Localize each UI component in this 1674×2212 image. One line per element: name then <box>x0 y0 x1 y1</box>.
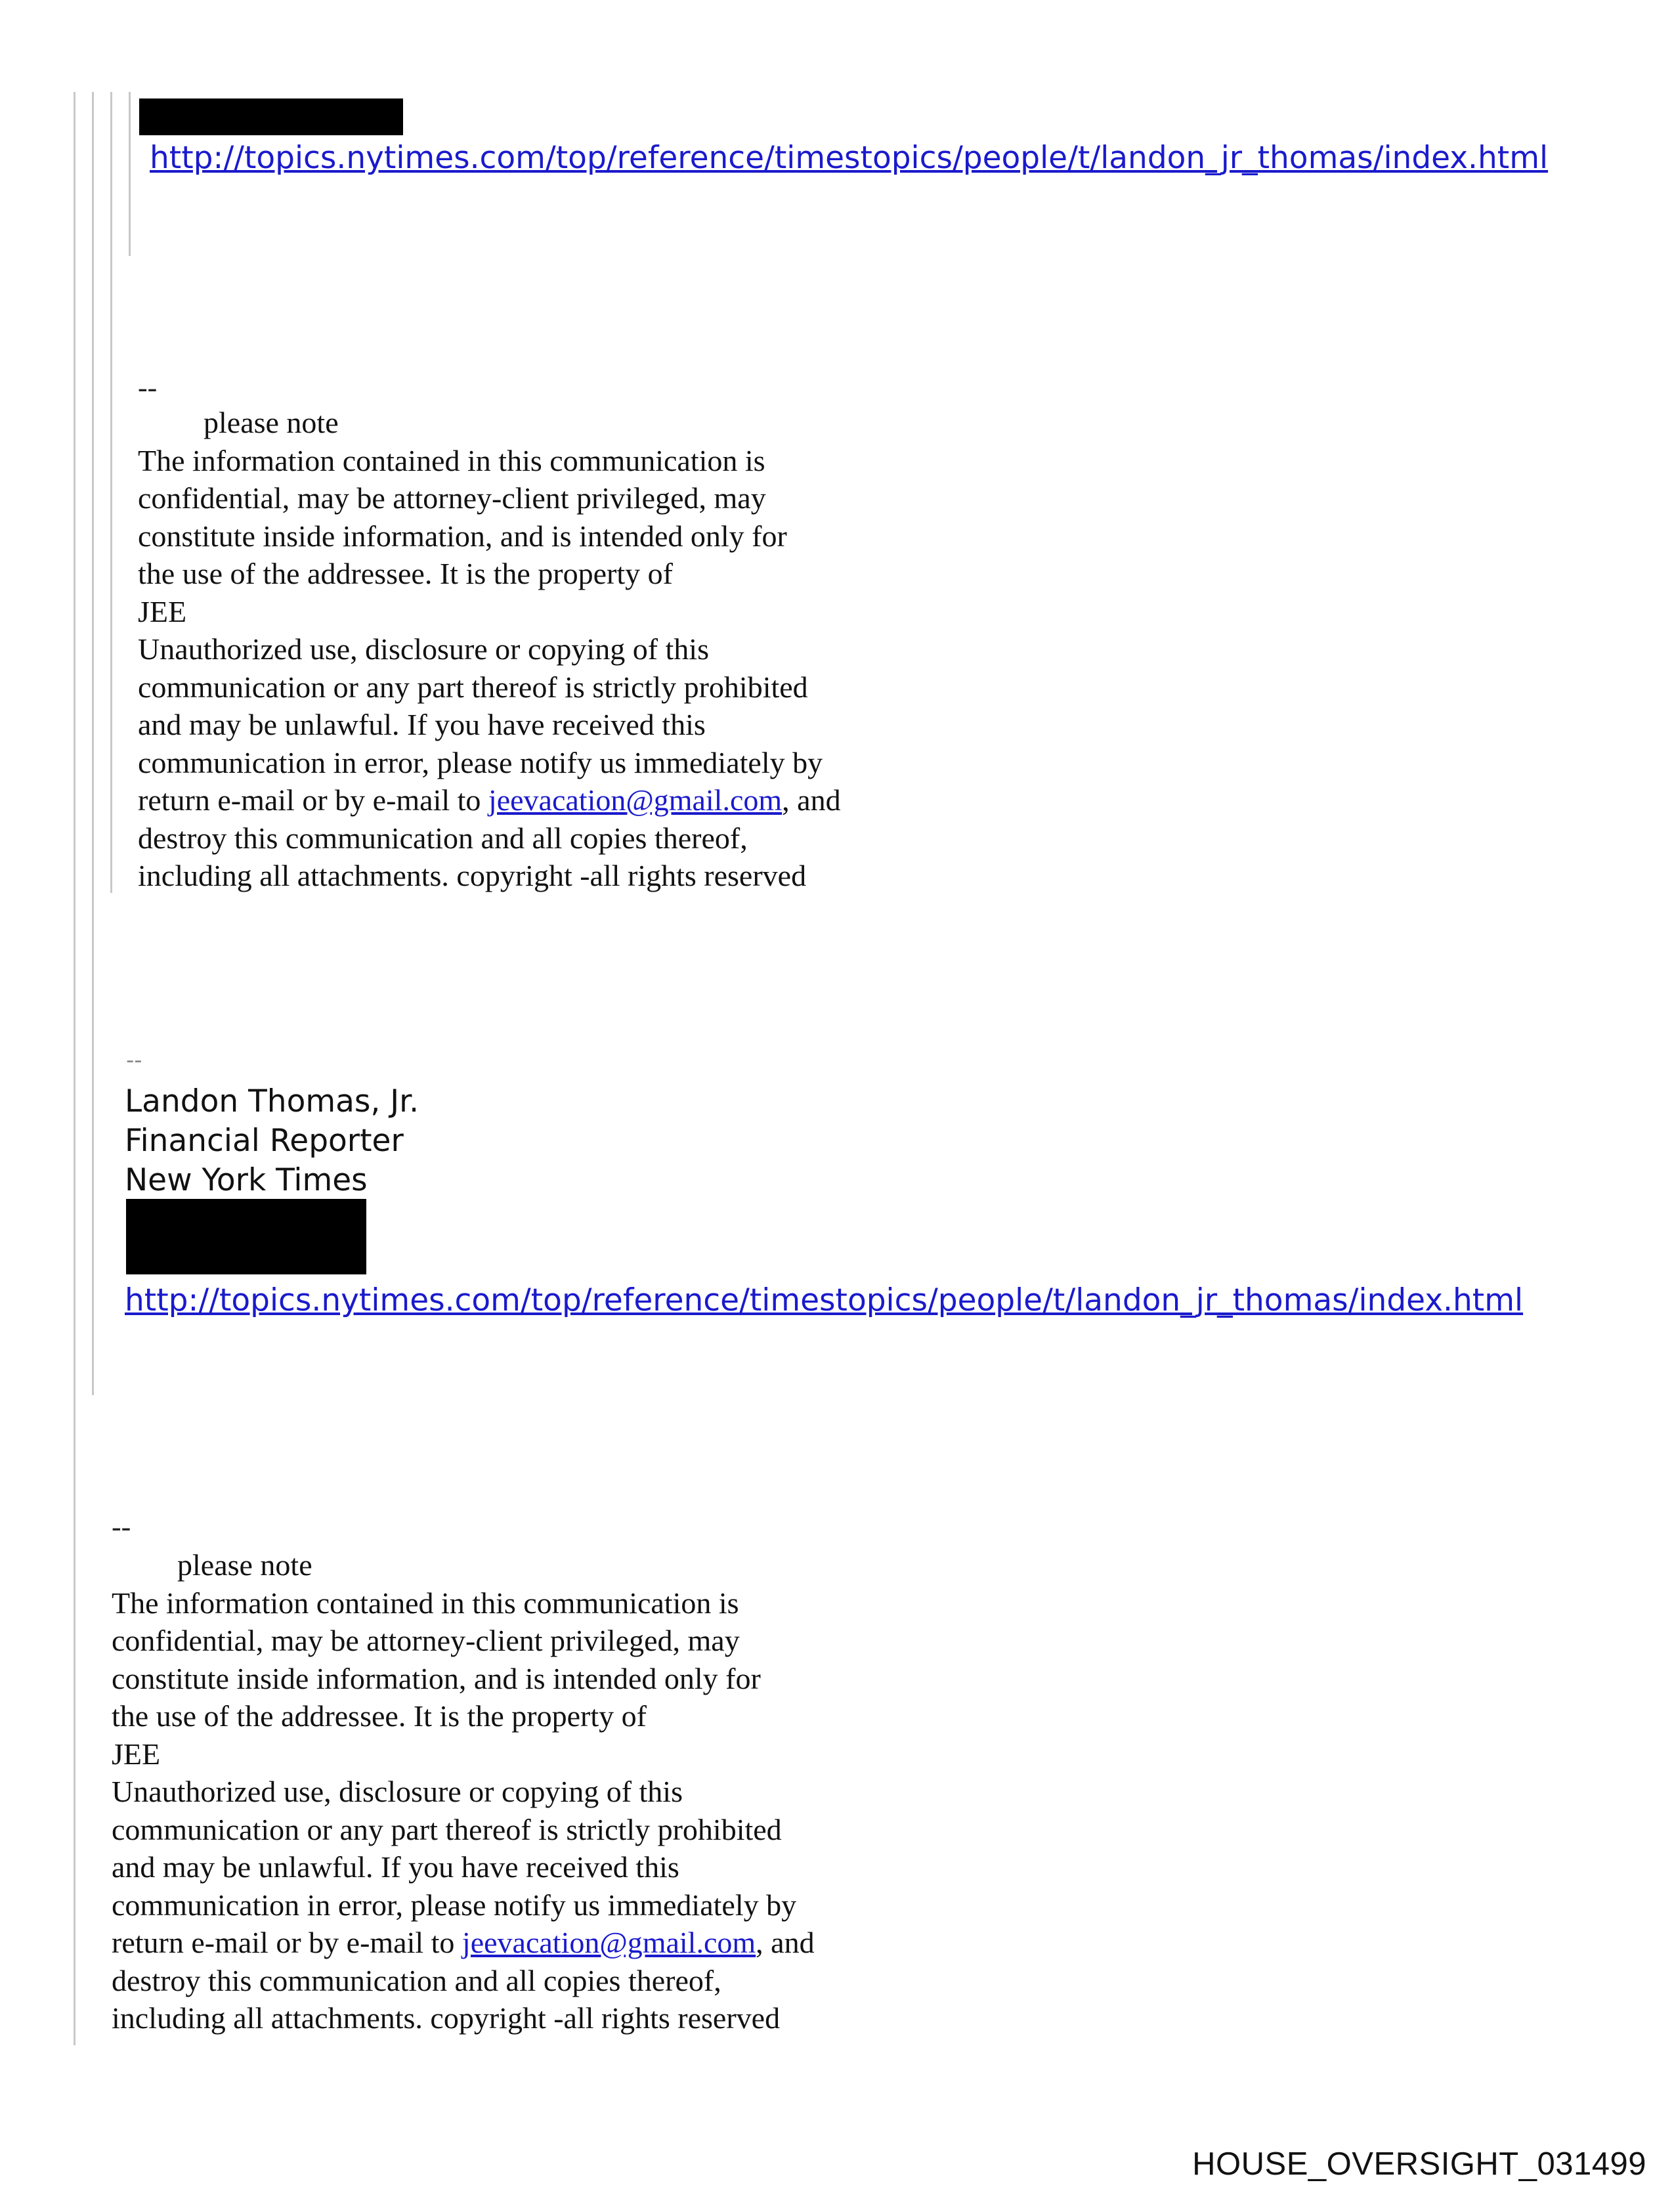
redaction-block-top <box>139 98 403 135</box>
disclaimer-1-line-10: communication in error, please notify us immediately by <box>138 745 823 779</box>
disclaimer-2-line-11-pre: return e-mail or by e-mail to <box>112 1926 462 1959</box>
disclaimer-2-line-08: communication or any part thereof is strictly prohibited <box>112 1812 782 1846</box>
disclaimer-block-2 <box>112 1546 815 2037</box>
disclaimer-1-line-13: including all attachments. copyright -all rights reserved <box>138 859 807 892</box>
disclaimer-2-line-10: communication in error, please notify us immediately by <box>112 1888 797 1922</box>
disclaimer-1-line-06: JEE <box>138 594 187 628</box>
disclaimer-2-line-11-post: , and <box>756 1926 815 1959</box>
disclaimer-1-line-05: the use of the addressee. It is the property of <box>138 557 673 590</box>
signature-organization: New York Times <box>125 1162 368 1198</box>
quote-bar-middle <box>92 92 94 1395</box>
signature-title: Financial Reporter <box>125 1123 404 1159</box>
signature-separator: -- <box>126 1047 142 1073</box>
nytimes-profile-url-top[interactable]: http://topics.nytimes.com/top/reference/timestopics/people/t/landon_jr_thomas/index.html <box>150 140 1549 176</box>
disclaimer-block-1 <box>138 404 841 895</box>
disclaimer-1-line-12: destroy this communication and all copies thereof, <box>138 821 748 855</box>
quote-bar-inner <box>129 92 131 256</box>
redaction-block-signature <box>126 1199 366 1274</box>
disclaimer-1-line-11-post: , and <box>782 783 841 817</box>
separator-1: -- <box>138 372 158 404</box>
nytimes-profile-url-signature[interactable]: http://topics.nytimes.com/top/reference/timestopics/people/t/landon_jr_thomas/index.html <box>125 1282 1524 1318</box>
disclaimer-1-line-02: The information contained in this communication is <box>138 443 765 477</box>
disclaimer-2-line-02: The information contained in this communication is <box>112 1586 739 1620</box>
signature-name: Landon Thomas, Jr. <box>125 1083 419 1119</box>
disclaimer-1-line-11-pre: return e-mail or by e-mail to <box>138 783 488 817</box>
quote-bar-mid-2 <box>110 92 112 893</box>
disclaimer-2-line-12: destroy this communication and all copies thereof, <box>112 1963 721 1997</box>
disclaimer-2-line-07: Unauthorized use, disclosure or copying of this <box>112 1775 683 1808</box>
disclaimer-2-line-04: constitute inside information, and is intended only for <box>112 1661 761 1695</box>
signature-block <box>125 1082 419 1200</box>
disclaimer-2-line-03: confidential, may be attorney-client privileged, may <box>112 1624 740 1657</box>
bates-number: HOUSE_OVERSIGHT_031499 <box>1192 2146 1646 2182</box>
disclaimer-1-line-07: Unauthorized use, disclosure or copying of this <box>138 632 709 666</box>
disclaimer-1-line-01: please note <box>204 406 339 439</box>
disclaimer-1-line-04: constitute inside information, and is intended only for <box>138 519 787 553</box>
quote-bar-outer <box>74 92 75 2045</box>
disclaimer-2-line-09: and may be unlawful. If you have received this <box>112 1850 679 1884</box>
disclaimer-2-line-13: including all attachments. copyright -all rights reserved <box>112 2001 781 2035</box>
nytimes-profile-link-signature[interactable] <box>125 1280 1635 1321</box>
disclaimer-1-line-08: communication or any part thereof is strictly prohibited <box>138 670 808 704</box>
disclaimer-2-line-05: the use of the addressee. It is the property of <box>112 1699 647 1733</box>
disclaimer-1-line-03: confidential, may be attorney-client privileged, may <box>138 481 766 515</box>
separator-2: -- <box>112 1511 131 1543</box>
email-link-2[interactable]: jeevacation@gmail.com <box>461 1926 756 1959</box>
nytimes-profile-link-top[interactable] <box>150 138 1660 179</box>
disclaimer-2-line-11 <box>112 1924 815 1962</box>
disclaimer-2-line-06: JEE <box>112 1737 161 1771</box>
disclaimer-1-line-11 <box>138 781 841 819</box>
email-link-1[interactable]: jeevacation@gmail.com <box>488 783 783 817</box>
disclaimer-1-line-09: and may be unlawful. If you have received this <box>138 708 706 741</box>
disclaimer-2-line-01: please note <box>177 1548 312 1582</box>
